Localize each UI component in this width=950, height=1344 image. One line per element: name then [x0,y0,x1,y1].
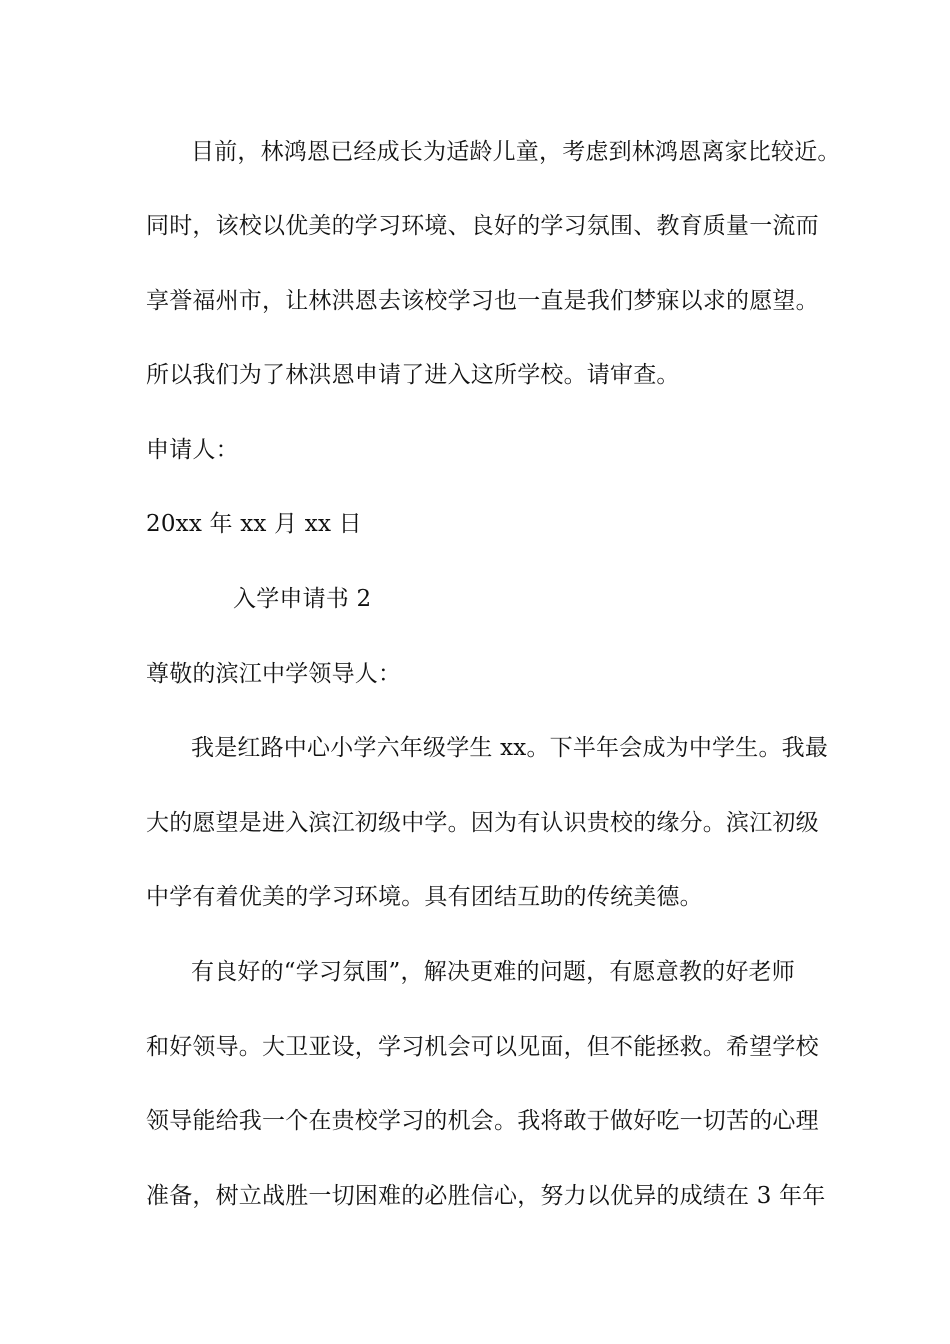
paragraph-line-11: 准备，树立战胜一切困难的必胜信心，努力以优异的成绩在 3 年年 [146,1183,826,1209]
paragraph-line-1: 目前，林鸿恩已经成长为适龄儿童，考虑到林鸿恩离家比较近。 [191,139,841,165]
section-title: 入学申请书 2 [233,586,372,612]
paragraph-line-3: 享誉福州市，让林洪恩去该校学习也一直是我们梦寐以求的愿望。 [146,288,819,314]
paragraph-line-5: 我是红路中心小学六年级学生 xx。下半年会成为中学生。我最 [191,735,829,761]
paragraph-line-7: 中学有着优美的学习环境。具有团结互助的传统美德。 [146,884,703,910]
paragraph-line-8: 有良好的“学习氛围”，解决更难的问题，有愿意教的好老师 [191,959,795,985]
paragraph-line-2: 同时，该校以优美的学习环境、良好的学习氛围、教育质量一流而 [146,213,819,239]
paragraph-line-6: 大的愿望是进入滨江初级中学。因为有认识贵校的缘分。滨江初级 [146,810,819,836]
applicant-label: 申请人： [146,437,239,463]
paragraph-line-10: 领导能给我一个在贵校学习的机会。我将敢于做好吃一切苦的心理 [146,1108,819,1134]
date-line: 20xx 年 xx 月 xx 日 [146,511,362,537]
paragraph-line-4: 所以我们为了林洪恩申请了进入这所学校。请审查。 [146,362,680,388]
salutation: 尊敬的滨江中学领导人： [146,661,402,687]
paragraph-line-9: 和好领导。大卫亚设，学习机会可以见面，但不能拯救。希望学校 [146,1034,819,1060]
